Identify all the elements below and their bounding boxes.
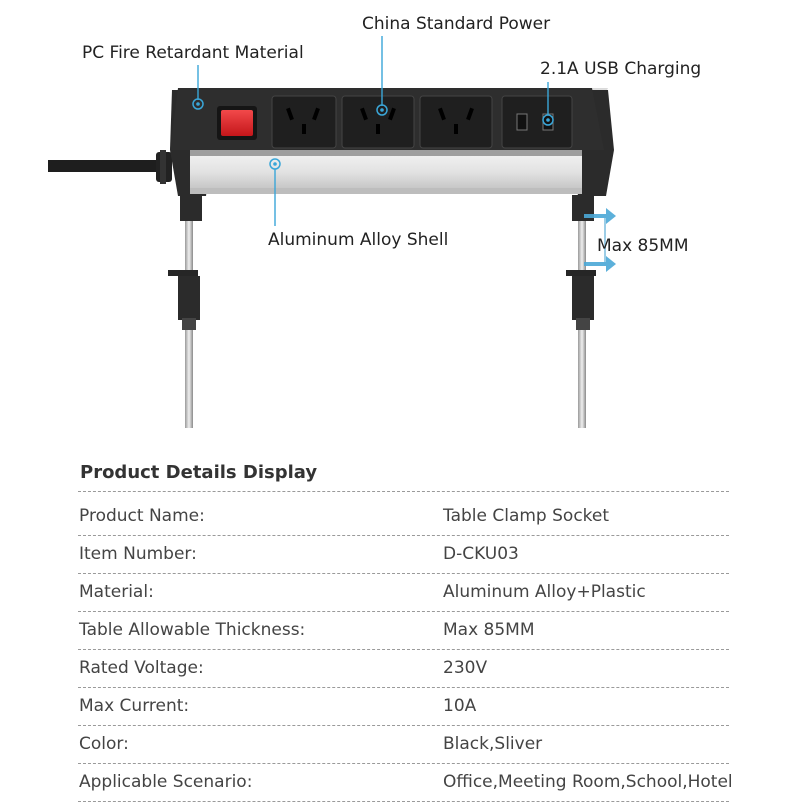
detail-row xyxy=(78,536,729,574)
details-title: Product Details Display xyxy=(80,462,318,483)
callout-max-thickness: Max 85MM xyxy=(597,236,689,256)
outlet-1 xyxy=(272,96,336,148)
detail-label: Material: xyxy=(79,582,154,602)
left-clamp xyxy=(168,195,202,428)
detail-row xyxy=(78,764,733,802)
detail-label: Color: xyxy=(79,734,129,754)
detail-row xyxy=(78,498,729,536)
detail-row xyxy=(78,726,729,764)
outlet-3 xyxy=(420,96,492,148)
detail-label: Applicable Scenario: xyxy=(79,772,253,792)
right-clamp xyxy=(566,195,596,428)
callout-usb-charging: 2.1A USB Charging xyxy=(540,59,702,79)
outlet-2 xyxy=(342,96,414,148)
detail-value: Aluminum Alloy+Plastic xyxy=(443,582,646,602)
detail-label: Max Current: xyxy=(79,696,190,716)
detail-value: Max 85MM xyxy=(443,620,535,640)
detail-row xyxy=(78,688,729,726)
power-cord xyxy=(48,150,172,184)
detail-label: Product Name: xyxy=(79,506,205,526)
detail-value: Black,Sliver xyxy=(443,734,543,754)
detail-label: Rated Voltage: xyxy=(79,658,204,678)
detail-value: D-CKU03 xyxy=(443,544,519,564)
detail-label: Item Number: xyxy=(79,544,197,564)
callout-alloy-shell: Aluminum Alloy Shell xyxy=(268,230,449,250)
callout-china-power: China Standard Power xyxy=(362,14,551,34)
detail-value: 10A xyxy=(443,696,477,716)
details-divider xyxy=(78,491,729,492)
detail-row xyxy=(78,612,729,650)
detail-row xyxy=(78,650,729,688)
detail-value: Table Clamp Socket xyxy=(443,506,610,526)
detail-label: Table Allowable Thickness: xyxy=(79,620,306,640)
callout-pc-material: PC Fire Retardant Material xyxy=(82,43,304,63)
detail-row xyxy=(78,574,729,612)
detail-value: Office,Meeting Room,School,Hotel xyxy=(443,772,733,792)
details-table xyxy=(78,498,733,802)
usb-port-panel xyxy=(502,96,572,148)
detail-value: 230V xyxy=(443,658,488,678)
